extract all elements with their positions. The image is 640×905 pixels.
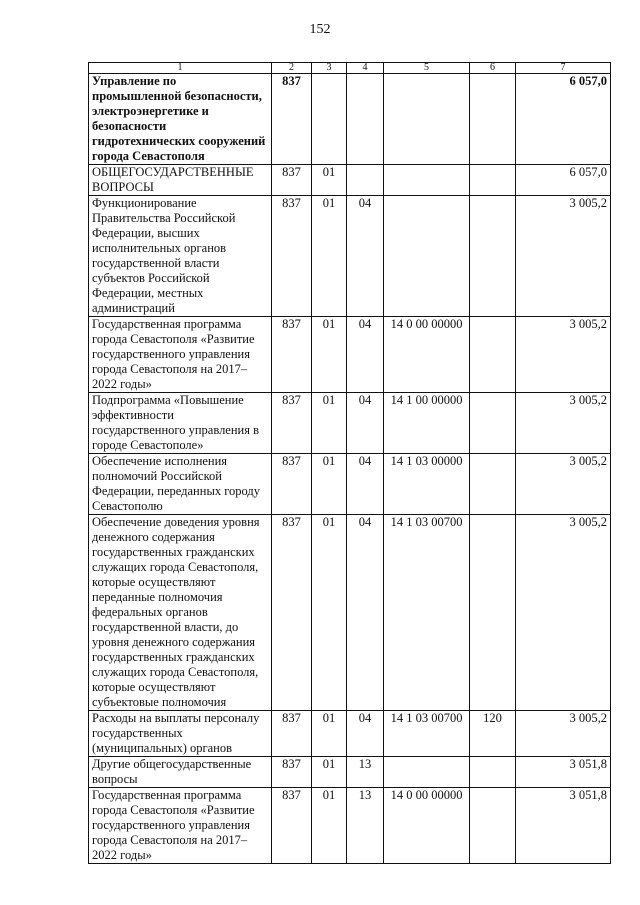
row-pr: 04 [347, 454, 384, 515]
row-ved: 837 [272, 196, 312, 317]
row-pr [347, 165, 384, 196]
row-name: Расходы на выплаты персоналу государственных (муниципальных) органов [89, 711, 272, 757]
row-name: Государственная программа города Севастополя «Развитие государственного управления города Севастополя на 2017–2022 годы» [89, 317, 272, 393]
row-pr: 04 [347, 196, 384, 317]
table-row [89, 454, 611, 515]
row-sum: 3 005,2 [516, 711, 611, 757]
row-vr [470, 196, 516, 317]
row-ved: 837 [272, 711, 312, 757]
row-name: Государственная программа города Севастополя «Развитие государственного управления города Севастополя на 2017–2022 годы» [89, 788, 272, 864]
row-pr: 13 [347, 757, 384, 788]
row-name: Подпрограмма «Повышение эффективности государственного управления в городе Севастополе» [89, 393, 272, 454]
table-body [89, 74, 611, 864]
row-rz: 01 [312, 393, 347, 454]
table-row [89, 711, 611, 757]
row-csr: 14 0 00 00000 [384, 317, 470, 393]
row-sum: 3 005,2 [516, 454, 611, 515]
row-vr [470, 515, 516, 711]
row-vr [470, 454, 516, 515]
row-rz: 01 [312, 165, 347, 196]
row-vr [470, 317, 516, 393]
row-vr [470, 165, 516, 196]
table-row [89, 196, 611, 317]
row-name: Другие общегосударственные вопросы [89, 757, 272, 788]
row-sum: 6 057,0 [516, 74, 611, 165]
row-sum: 3 051,8 [516, 757, 611, 788]
column-header: 7 [516, 63, 611, 74]
row-pr: 04 [347, 393, 384, 454]
row-sum: 3 005,2 [516, 393, 611, 454]
row-ved: 837 [272, 317, 312, 393]
row-name: Обеспечение исполнения полномочий Российской Федерации, переданных городу Севастополю [89, 454, 272, 515]
row-ved: 837 [272, 393, 312, 454]
row-ved: 837 [272, 74, 312, 165]
row-rz: 01 [312, 515, 347, 711]
row-ved: 837 [272, 454, 312, 515]
column-header: 2 [272, 63, 312, 74]
row-name: Управление по промышленной безопасности, электроэнергетике и безопасности гидротехнических сооружений города Севастополя [89, 74, 272, 165]
row-ved: 837 [272, 165, 312, 196]
column-header: 1 [89, 63, 272, 74]
row-ved: 837 [272, 515, 312, 711]
row-rz: 01 [312, 317, 347, 393]
row-name: Обеспечение доведения уровня денежного содержания государственных гражданских служащих города Севастополя, которые осуществляют переданные полномочия федеральных органов государственной власти, до уровня денежного содержания государственных гражданских служащих города Севастополя, которые осуществляют субъектовые полномочия [89, 515, 272, 711]
row-pr: 13 [347, 788, 384, 864]
row-csr [384, 757, 470, 788]
row-name: Функционирование Правительства Российской Федерации, высших исполнительных органов государственной власти субъектов Российской Федерации, местных администраций [89, 196, 272, 317]
row-pr: 04 [347, 515, 384, 711]
row-csr [384, 196, 470, 317]
column-header: 3 [312, 63, 347, 74]
row-name: ОБЩЕГОСУДАРСТВЕННЫЕ ВОПРОСЫ [89, 165, 272, 196]
row-rz: 01 [312, 711, 347, 757]
row-ved: 837 [272, 788, 312, 864]
table-row [89, 393, 611, 454]
table-row [89, 788, 611, 864]
row-csr: 14 1 00 00000 [384, 393, 470, 454]
row-csr: 14 1 03 00000 [384, 454, 470, 515]
row-csr [384, 74, 470, 165]
row-csr: 14 1 03 00700 [384, 711, 470, 757]
row-vr: 120 [470, 711, 516, 757]
table-row [89, 515, 611, 711]
row-sum: 3 005,2 [516, 196, 611, 317]
row-sum: 6 057,0 [516, 165, 611, 196]
table-row [89, 74, 611, 165]
row-rz [312, 74, 347, 165]
row-rz: 01 [312, 196, 347, 317]
column-number-row [89, 63, 611, 74]
row-sum: 3 051,8 [516, 788, 611, 864]
column-header: 4 [347, 63, 384, 74]
page-number: 152 [309, 22, 331, 37]
row-pr: 04 [347, 317, 384, 393]
row-vr [470, 393, 516, 454]
row-vr [470, 757, 516, 788]
row-sum: 3 005,2 [516, 515, 611, 711]
row-vr [470, 74, 516, 165]
row-rz: 01 [312, 454, 347, 515]
row-csr: 14 1 03 00700 [384, 515, 470, 711]
row-csr: 14 0 00 00000 [384, 788, 470, 864]
budget-table [88, 62, 611, 864]
table-row [89, 317, 611, 393]
table-row [89, 757, 611, 788]
row-sum: 3 005,2 [516, 317, 611, 393]
row-ved: 837 [272, 757, 312, 788]
row-csr [384, 165, 470, 196]
row-vr [470, 788, 516, 864]
column-header: 6 [470, 63, 516, 74]
table-row [89, 165, 611, 196]
row-rz: 01 [312, 788, 347, 864]
row-pr [347, 74, 384, 165]
row-pr: 04 [347, 711, 384, 757]
column-header: 5 [384, 63, 470, 74]
row-rz: 01 [312, 757, 347, 788]
